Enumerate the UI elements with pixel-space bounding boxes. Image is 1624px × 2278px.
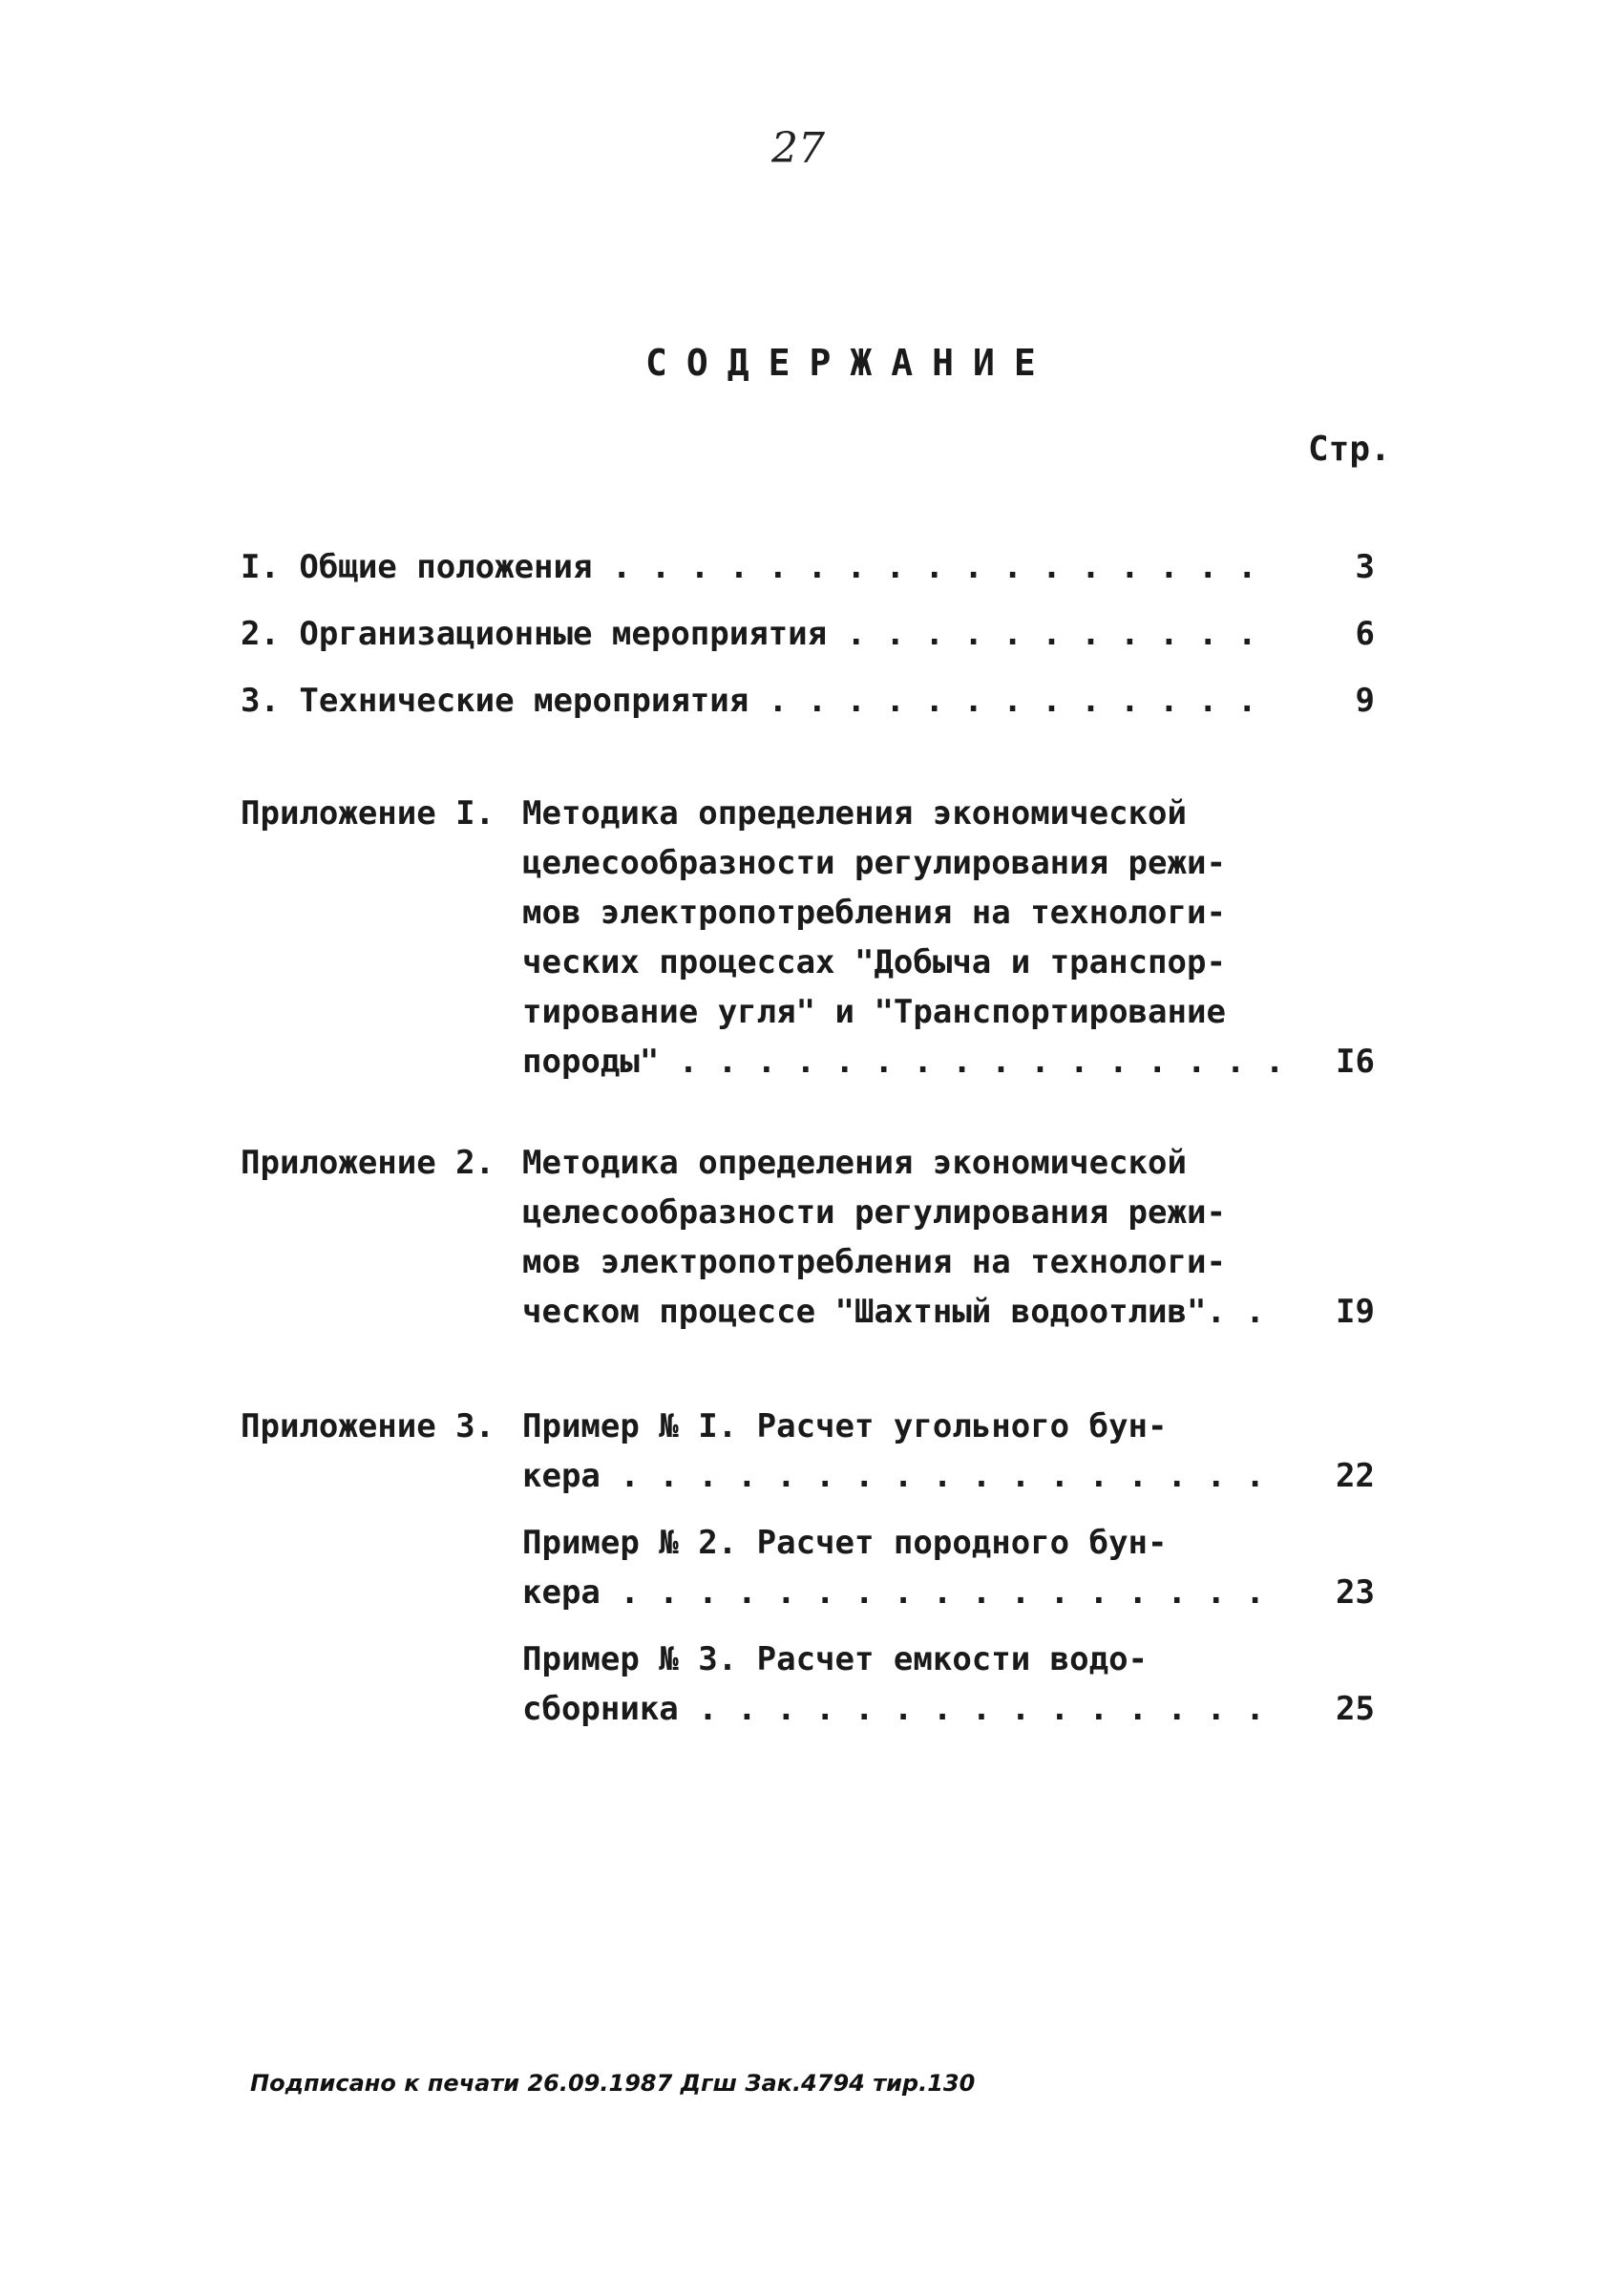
page-title: СОДЕРЖАНИЕ bbox=[645, 342, 1055, 384]
example-2-line: Пример № 2. Расчет породного бун- bbox=[522, 1524, 1168, 1562]
appendix-1-line: Методика определения экономической bbox=[522, 794, 1187, 833]
toc-entry-1: I. Общие положения . . . . . . . . . . . . . . . . . bbox=[241, 548, 1257, 586]
appendix-2-line: Методика определения экономической bbox=[522, 1144, 1187, 1182]
example-3-line: сборника . . . . . . . . . . . . . . . bbox=[522, 1690, 1265, 1728]
appendix-3-label: Приложение 3. bbox=[241, 1407, 496, 1445]
appendix-1-line: тирование угля" и "Транспортирование bbox=[522, 993, 1226, 1031]
appendix-1-page: I6 bbox=[1336, 1043, 1375, 1081]
example-2-line: кера . . . . . . . . . . . . . . . . . bbox=[522, 1573, 1265, 1612]
appendix-2-page: I9 bbox=[1336, 1293, 1375, 1331]
appendix-2-label: Приложение 2. bbox=[241, 1144, 496, 1182]
appendix-1-label: Приложение I. bbox=[241, 794, 496, 833]
appendix-2-line: ческом процессе "Шахтный водоотлив". . bbox=[522, 1293, 1265, 1331]
print-stamp-note: Подписано к печати 26.09.1987 Дгш Зак.4794 тир.130 bbox=[250, 2070, 976, 2097]
toc-entry-1-page: 3 bbox=[1355, 548, 1375, 586]
toc-entry-3: 3. Технические мероприятия . . . . . . . . . . . . . bbox=[241, 682, 1257, 720]
appendix-1-line: целесообразности регулирования режи- bbox=[522, 844, 1226, 882]
page-number: 27 bbox=[771, 124, 825, 173]
example-2-page: 23 bbox=[1336, 1573, 1375, 1612]
example-3-line: Пример № 3. Расчет емкости водо- bbox=[522, 1640, 1149, 1678]
appendix-2-line: мов электропотребления на технологи- bbox=[522, 1243, 1226, 1281]
toc-entry-2-page: 6 bbox=[1355, 615, 1375, 653]
appendix-1-line: мов электропотребления на технологи- bbox=[522, 894, 1226, 932]
appendix-1-line: ческих процессах "Добыча и транспор- bbox=[522, 943, 1226, 981]
example-3-page: 25 bbox=[1336, 1690, 1375, 1728]
appendix-2-line: целесообразности регулирования режи- bbox=[522, 1193, 1226, 1232]
example-1-line: кера . . . . . . . . . . . . . . . . . bbox=[522, 1457, 1265, 1495]
page-column-header: Стр. bbox=[1308, 430, 1391, 469]
appendix-1-line: породы" . . . . . . . . . . . . . . . . bbox=[522, 1043, 1285, 1081]
example-1-page: 22 bbox=[1336, 1457, 1375, 1495]
toc-entry-2: 2. Организационные мероприятия . . . . . . . . . . . bbox=[241, 615, 1257, 653]
toc-entry-3-page: 9 bbox=[1355, 682, 1375, 720]
example-1-line: Пример № I. Расчет угольного бун- bbox=[522, 1407, 1168, 1445]
